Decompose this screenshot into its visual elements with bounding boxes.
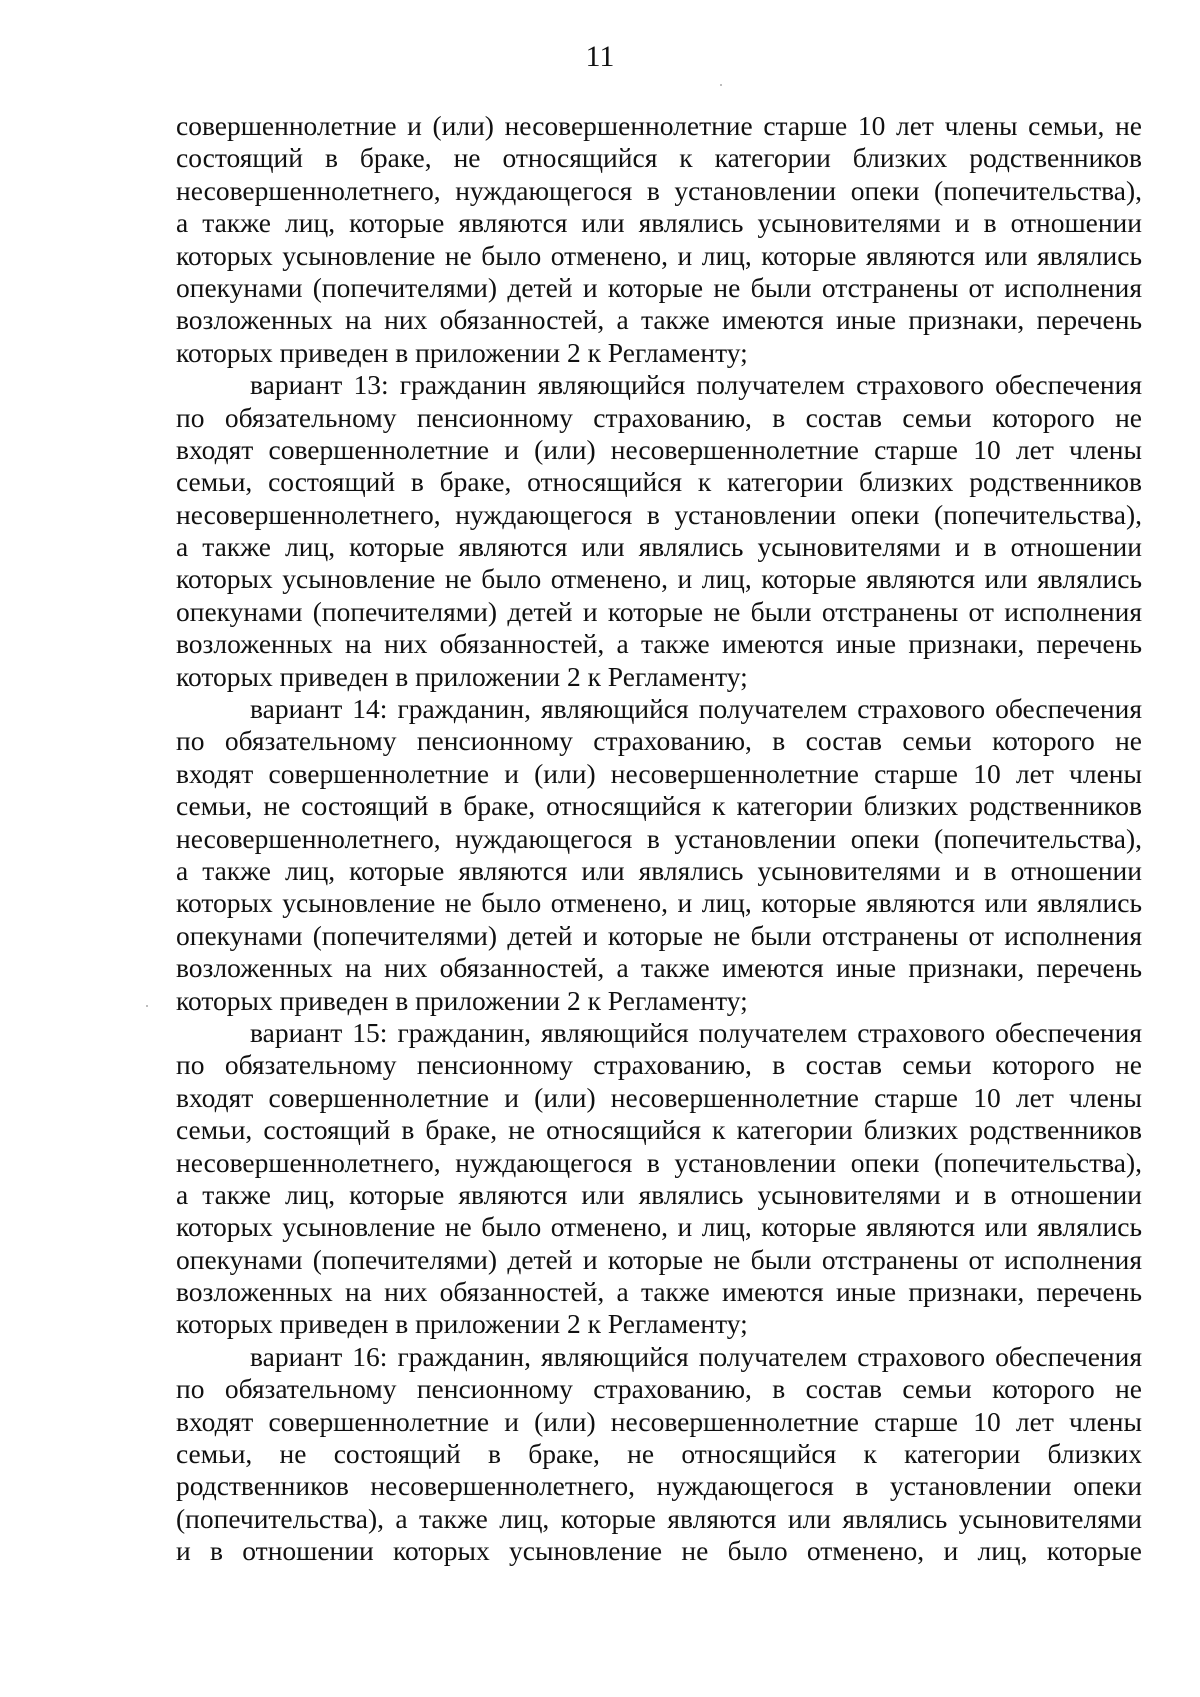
- text-line: входят совершеннолетние и (или) несовершеннолетние старше 10 лет члены: [176, 433, 1142, 465]
- text-line: по обязательному пенсионному страхованию, в состав семьи которого не: [176, 1373, 1142, 1405]
- text-line: входят совершеннолетние и (или) несовершеннолетние старше 10 лет члены: [176, 1405, 1142, 1437]
- text-line: которых усыновление не было отменено, и лиц, которые являются или являлись: [176, 239, 1142, 271]
- text-line: которых усыновление не было отменено, и лиц, которые являются или являлись: [176, 563, 1142, 595]
- text-line: по обязательному пенсионному страхованию, в состав семьи которого не: [176, 401, 1142, 433]
- text-line: совершеннолетние и (или) несовершеннолетние старше 10 лет члены семьи, не: [176, 110, 1142, 141]
- text-line: опекунами (попечителями) детей и которые не были отстранены от исполнения: [176, 919, 1142, 951]
- text-line: входят совершеннолетние и (или) несовершеннолетние старше 10 лет члены: [176, 1081, 1142, 1113]
- text-line: возложенных на них обязанностей, а также имеются иные признаки, перечень: [176, 1276, 1142, 1308]
- text-line: которых усыновление не было отменено, и лиц, которые являются или являлись: [176, 1211, 1142, 1243]
- text-line: семьи, состоящий в браке, не относящийся к категории близких родственников: [176, 1114, 1142, 1146]
- text-line: состоящий в браке, не относящийся к категории близких родственников: [176, 142, 1142, 174]
- text-line: по обязательному пенсионному страхованию, в состав семьи которого не: [176, 725, 1142, 757]
- text-line: (попечительства), а также лиц, которые являются или являлись усыновителями: [176, 1502, 1142, 1534]
- document-body: [176, 110, 1142, 1568]
- text-line: возложенных на них обязанностей, а также имеются иные признаки, перечень: [176, 952, 1142, 984]
- text-line: а также лиц, которые являются или являлись усыновителями и в отношении: [176, 854, 1142, 886]
- text-line: возложенных на них обязанностей, а также имеются иные признаки, перечень: [176, 628, 1142, 660]
- scan-speck: [720, 84, 722, 86]
- page-number: 11: [585, 40, 615, 73]
- text-line: и в отношении которых усыновление не было отменено, и лиц, которые: [176, 1535, 1142, 1567]
- paragraph-first-line: вариант 16: гражданин, являющийся получателем страхового обеспечения: [250, 1340, 1142, 1372]
- text-line: несовершеннолетнего, нуждающегося в установлении опеки (попечительства),: [176, 1146, 1142, 1178]
- paragraph-first-line: вариант 13: гражданин являющийся получателем страхового обеспечения: [250, 369, 1142, 401]
- paragraph-first-line: вариант 14: гражданин, являющийся получателем страхового обеспечения: [250, 693, 1142, 725]
- text-line: родственников несовершеннолетнего, нуждающегося в установлении опеки: [176, 1470, 1142, 1502]
- paragraph-last-line: которых приведен в приложении 2 к Регламенту;: [176, 336, 748, 368]
- text-line: а также лиц, которые являются или являлись усыновителями и в отношении: [176, 1178, 1142, 1210]
- text-line: несовершеннолетнего, нуждающегося в установлении опеки (попечительства),: [176, 822, 1142, 854]
- scan-speck: [146, 1005, 148, 1007]
- paragraph-last-line: которых приведен в приложении 2 к Регламенту;: [176, 1308, 748, 1340]
- text-line: семьи, не состоящий в браке, относящийся к категории близких родственников: [176, 790, 1142, 822]
- text-line: которых усыновление не было отменено, и лиц, которые являются или являлись: [176, 887, 1142, 919]
- text-line: а также лиц, которые являются или являлись усыновителями и в отношении: [176, 207, 1142, 239]
- text-line: входят совершеннолетние и (или) несовершеннолетние старше 10 лет члены: [176, 757, 1142, 789]
- text-line: а также лиц, которые являются или являлись усыновителями и в отношении: [176, 531, 1142, 563]
- paragraph-first-line: вариант 15: гражданин, являющийся получателем страхового обеспечения: [250, 1016, 1142, 1048]
- text-line: несовершеннолетнего, нуждающегося в установлении опеки (попечительства),: [176, 498, 1142, 530]
- text-line: опекунами (попечителями) детей и которые не были отстранены от исполнения: [176, 595, 1142, 627]
- text-line: по обязательному пенсионному страхованию, в состав семьи которого не: [176, 1049, 1142, 1081]
- text-line: опекунами (попечителями) детей и которые не были отстранены от исполнения: [176, 1243, 1142, 1275]
- text-line: семьи, состоящий в браке, относящийся к категории близких родственников: [176, 466, 1142, 498]
- text-line: опекунами (попечителями) детей и которые не были отстранены от исполнения: [176, 271, 1142, 303]
- text-line: семьи, не состоящий в браке, не относящийся к категории близких: [176, 1438, 1142, 1470]
- paragraph-last-line: которых приведен в приложении 2 к Регламенту;: [176, 984, 748, 1016]
- text-line: несовершеннолетнего, нуждающегося в установлении опеки (попечительства),: [176, 174, 1142, 206]
- text-line: возложенных на них обязанностей, а также имеются иные признаки, перечень: [176, 304, 1142, 336]
- paragraph-last-line: которых приведен в приложении 2 к Регламенту;: [176, 660, 748, 692]
